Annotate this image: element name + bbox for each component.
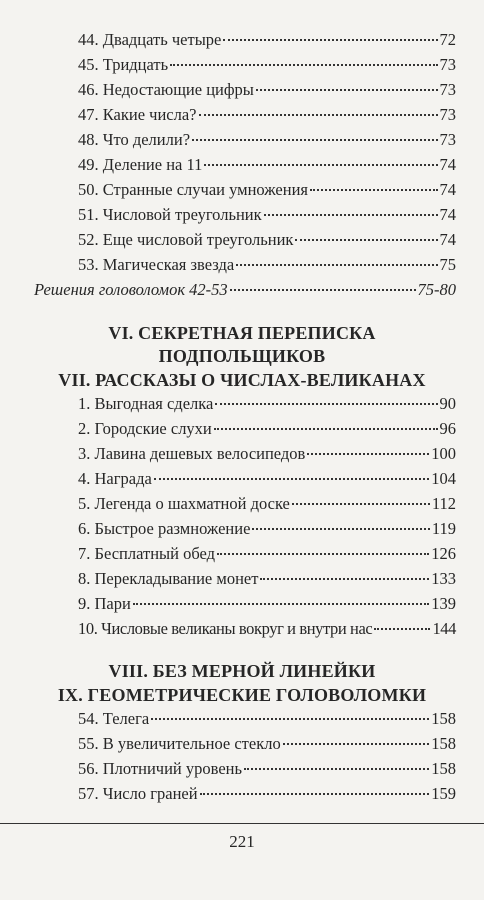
section-heading-vi-cont: ПОДПОЛЬЩИКОВ [158,346,326,366]
dot-leader [200,793,430,795]
dot-leader [217,553,429,555]
toc-entry-label: 48. Что делили? [78,130,191,149]
toc-entry-label: 54. Телега [78,709,150,728]
dot-leader [223,39,437,41]
dot-leader [199,114,438,116]
toc-entry [78,155,456,175]
toc-entry-label: 47. Какие числа? [78,105,197,124]
toc-entry-page: 158 [431,759,456,778]
toc-entry-page: 73 [439,105,456,124]
dot-leader [151,718,429,720]
dot-leader [307,453,429,455]
toc-entry-label: 57. Число граней [78,784,198,803]
toc-entry-label: 10. Числовые великаны вокруг и внутри нас [78,619,373,638]
toc-entry-page: 158 [431,734,456,753]
dot-leader [170,64,437,66]
dot-leader [192,139,437,141]
toc-entry-label: 56. Плотничий уровень [78,759,243,778]
toc-entry-label: 55. В увеличительное стекло [78,734,281,753]
toc-entry-page: 75-80 [417,280,456,299]
toc-entry-label: 52. Еще числовой треугольник [78,230,294,249]
dot-leader [283,743,430,745]
toc-entry [78,619,456,639]
toc-entry-label: 2. Городские слухи [78,419,212,438]
toc-entry-page: 158 [431,709,456,728]
dot-leader [374,628,430,630]
toc-entry-page: 112 [431,494,456,513]
toc-entry-label: 50. Странные случаи умножения [78,180,309,199]
toc-entry [78,759,456,779]
page-number: 221 [229,832,255,851]
toc-entry-label: 51. Числовой треугольник [78,205,262,224]
toc-entry [78,394,456,414]
toc-entry-label: 53. Магическая звезда [78,255,235,274]
toc-entry-page: 90 [439,394,456,413]
dot-leader [295,239,437,241]
toc-entry [78,180,456,200]
dot-leader [215,403,437,405]
dot-leader [252,528,429,530]
toc-entry [78,594,456,614]
toc-entry-page: 133 [431,569,456,588]
toc-entry-label: 49. Деление на 11 [78,155,203,174]
dot-leader [292,503,430,505]
toc-entry [78,709,456,729]
toc-entry-page: 119 [431,519,456,538]
toc-entry [78,255,456,275]
dot-leader [256,89,438,91]
toc-entry-page: 74 [439,230,456,249]
toc-entry [78,230,456,250]
toc-entry [78,569,456,589]
toc-entry-label: 4. Награда [78,469,152,488]
dot-leader [264,214,438,216]
dot-leader [214,428,438,430]
dot-leader [133,603,429,605]
toc-entry-label: 5. Легенда о шахматной доске [78,494,290,513]
toc-entry [78,469,456,489]
toc-entry-label: 6. Быстрое размножение [78,519,251,538]
toc-entry-page: 104 [431,469,456,488]
toc-entry [78,519,456,539]
toc-entry [78,80,456,100]
toc-entry-page: 75 [439,255,456,274]
toc-solutions-entry [34,280,456,300]
toc-entry-page: 144 [432,619,456,638]
toc-entry [78,105,456,125]
toc-entry-label: 9. Пари [78,594,131,613]
toc-entry-page: 73 [439,55,456,74]
section-heading-viii: VIII. БЕЗ МЕРНОЙ ЛИНЕЙКИ [108,661,376,681]
toc-entry [78,205,456,225]
footer-rule [0,823,484,824]
section-heading-vi: VI. СЕКРЕТНАЯ ПЕРЕПИСКА [108,323,376,343]
toc-entry-page: 100 [431,444,456,463]
toc-entry-page: 139 [431,594,456,613]
dot-leader [310,189,437,191]
toc-entry-label: 1. Выгодная сделка [78,394,214,413]
toc-entry [78,419,456,439]
toc-entry [78,494,456,514]
toc-entry-page: 72 [439,30,456,49]
section-heading-vii: VII. РАССКАЗЫ О ЧИСЛАХ-ВЕЛИКАНАХ [58,370,426,390]
toc-entry-page: 74 [439,155,456,174]
toc-entry-label: 3. Лавина дешевых велосипедов [78,444,306,463]
dot-leader [244,768,429,770]
section-heading-ix: IX. ГЕОМЕТРИЧЕСКИЕ ГОЛОВОЛОМКИ [57,685,427,705]
toc-entry-page: 126 [431,544,456,563]
toc-entry-label: 45. Тридцать [78,55,169,74]
toc-entry [78,55,456,75]
toc-entry [78,30,456,50]
toc-entry [78,444,456,464]
toc-entry-label: 7. Бесплатный обед [78,544,216,563]
toc-entry-label: 44. Двадцать четыре [78,30,222,49]
toc-entry-label: 8. Перекладывание монет [78,569,259,588]
toc-entry-page: 159 [431,784,456,803]
dot-leader [236,264,437,266]
toc-entry-page: 73 [439,130,456,149]
dot-leader [154,478,429,480]
toc-entry-label: Решения головоломок 42-53 [34,280,228,299]
dot-leader [204,164,437,166]
toc-entry-page: 96 [439,419,456,438]
dot-leader [230,289,416,291]
toc-entry [78,544,456,564]
dot-leader [260,578,429,580]
toc-entry-label: 46. Недостающие цифры [78,80,254,99]
toc-entry-page: 74 [439,180,456,199]
toc-entry [78,734,456,754]
toc-entry-page: 73 [439,80,456,99]
toc-entry [78,130,456,150]
toc-entry [78,784,456,804]
toc-entry-page: 74 [439,205,456,224]
